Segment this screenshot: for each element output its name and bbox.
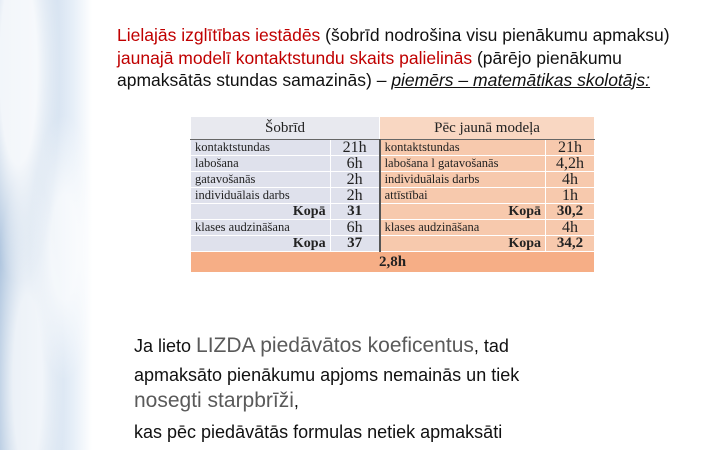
left-label: gatavošanās (191, 172, 331, 188)
note-line-3 (134, 389, 704, 413)
header-current: Šobrīd (191, 117, 380, 140)
difference-value: 2,8h (191, 252, 595, 273)
note-text: Ja lieto (134, 336, 197, 356)
note-text: , (293, 391, 299, 411)
left-total-label: Kopa (191, 236, 331, 252)
header-new-model: Pēc jaunā modeļa (380, 117, 595, 140)
note-highlight: nosegti starpbrīži (134, 389, 294, 412)
right-subtotal-label: Kopā (380, 204, 546, 220)
table-difference-row (191, 252, 595, 273)
left-class-label: klases audzināšana (191, 220, 331, 236)
table-row (191, 220, 595, 236)
right-value: 4h (546, 172, 595, 188)
note-line-1 (134, 334, 704, 358)
note-highlight: LIZDA piedāvātos koeficentus (196, 334, 474, 357)
note-line-2: apmaksāto pienākumu apjoms nemainās un tiek (134, 365, 520, 385)
right-class-value: 4h (546, 220, 595, 236)
left-label: kontaktstundas (191, 140, 331, 156)
right-total-label: Kopa (380, 236, 546, 252)
right-label: individuālais darbs (380, 172, 546, 188)
note-line-4: kas pēc piedāvātās formulas netiek apmaksāti (134, 422, 503, 442)
right-value: 1h (546, 188, 595, 204)
table-row (191, 156, 595, 172)
intro-example: piemērs – matemātikas skolotājs: (391, 70, 651, 90)
left-total-value: 37 (330, 236, 380, 252)
left-value: 6h (330, 156, 380, 172)
left-class-value: 6h (330, 220, 380, 236)
table-total-row (191, 236, 595, 252)
left-subtotal-label: Kopā (191, 204, 331, 220)
intro-highlight-2: jaunajā modelī kontaktstundu skaits palielinās (117, 47, 473, 68)
left-label: individuālais darbs (191, 188, 331, 204)
left-value: 21h (330, 140, 380, 156)
right-value: 4,2h (546, 156, 595, 172)
right-value: 21h (546, 140, 595, 156)
left-value: 2h (330, 172, 380, 188)
table-row (191, 172, 595, 188)
right-class-label: klases audzināšana (380, 220, 546, 236)
intro-text (117, 24, 697, 92)
left-value: 2h (330, 188, 380, 204)
right-label: kontaktstundas (380, 140, 546, 156)
right-subtotal-value: 30,2 (546, 204, 595, 220)
intro-highlight-1: Lielajās izglītības iestādēs (117, 25, 321, 45)
right-label: labošana l gatavošanās (380, 156, 546, 172)
frost-decoration (0, 0, 92, 450)
right-total-value: 34,2 (546, 236, 595, 252)
left-label: labošana (191, 156, 331, 172)
left-subtotal-value: 31 (330, 204, 380, 220)
table-row (191, 140, 595, 156)
note-text: , tad (473, 336, 509, 356)
table-header-row (191, 117, 595, 140)
right-label: attīstībai (380, 188, 546, 204)
table-subtotal-row (191, 204, 595, 220)
intro-plain-2: (pārējo pienākumu apmaksātās stundas samazinās) – (117, 47, 622, 90)
comparison-table (190, 116, 595, 273)
intro-plain-1: (šobrīd nodrošina visu pienākumu apmaksu) (320, 25, 670, 45)
table-row (191, 188, 595, 204)
